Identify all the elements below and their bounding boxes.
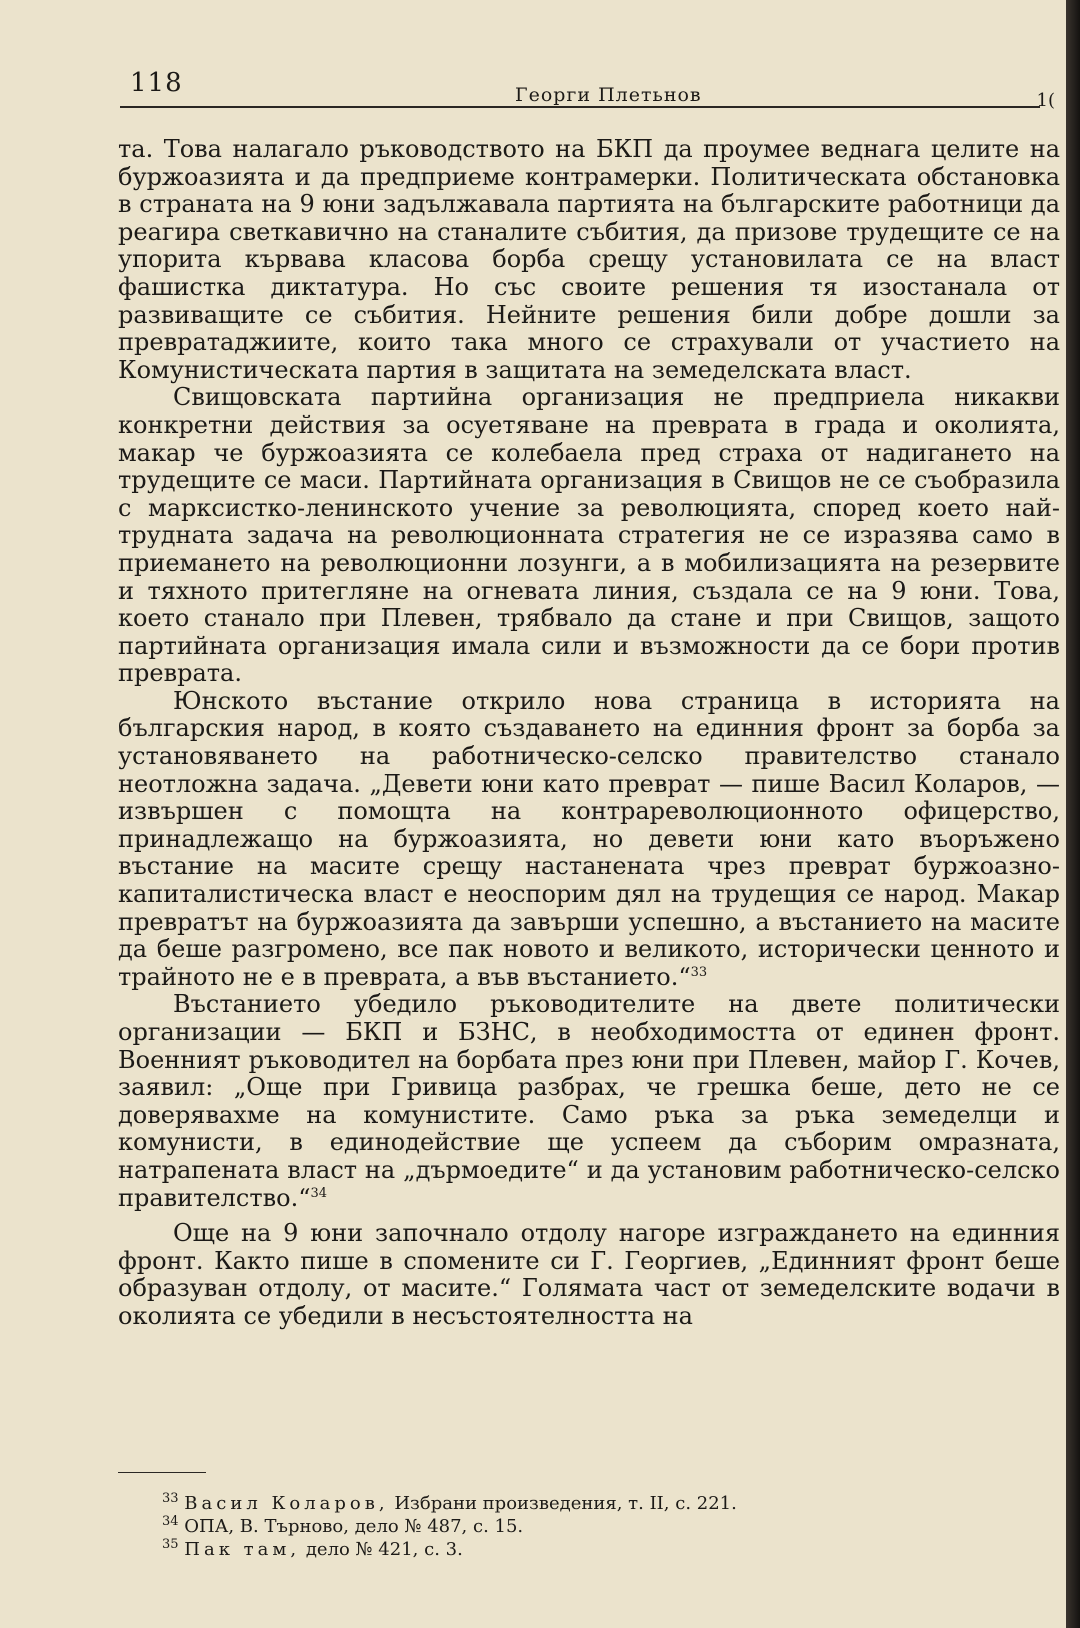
- footnote-number: 35: [162, 1537, 179, 1552]
- paragraph: [118, 384, 1060, 688]
- body-text: [118, 136, 1060, 1331]
- paragraph: [118, 1220, 1060, 1330]
- footnote-ref: 33: [690, 964, 708, 980]
- paragraph: [118, 136, 1060, 384]
- footnote-text: ОПА, В. Търново, дело № 487, с. 15.: [184, 1516, 524, 1537]
- footnote-text: Избрани произведения, т. II, с. 221.: [394, 1493, 737, 1514]
- paragraph: [118, 991, 1060, 1212]
- paragraph-text: та. Това налагало ръководството на БКП да проумее веднага целите на буржоазията и да предприеме контрамерки. Политическата обстановка в страната на 9 юни задължавала партията на българските работници да реагира светкавично на станалите събития, да призове трудещите се на упорита кървава класова борба срещу установилата се на власт фашистка диктатура. Но със своите решения тя изостанала от развиващите се събития. Нейните решения били добре дошли за превратаджиите, които така много се страхували от участието на Комунистическата партия в защитата на земеделската власт.: [118, 135, 1060, 384]
- footnote-rule: [118, 1472, 206, 1473]
- footnote-author: Пак там,: [184, 1539, 301, 1560]
- footnote-text: дело № 421, с. 3.: [305, 1539, 463, 1560]
- footnote: [162, 1492, 1042, 1515]
- paragraph-text: Въстанието убедило ръководителите на двете политически организации — БКП и БЗНС, в необходимостта от единен фронт. Военният ръководител на борбата през юни при Плевен, майор Г. Кочев, заявил: „Още при Гривица разбрах, че грешка беше, дето не се доверявахме на комунистите. Само ръка за ръка земеделци и комунисти, в единодействие ще успеем да съборим омразната, натрапената власт на „дърмоедите“ и да установим работническо-селско правителство.“: [118, 990, 1060, 1212]
- footnote: [162, 1515, 1042, 1538]
- paragraph-text: Още на 9 юни започнало отдолу нагоре изграждането на единния фронт. Както пише в спомените си Г. Георгиев, „Единният фронт беше образуван отдолу, от масите.“ Голямата част от земеделските водачи в околията се убедили в несъстоятелността на: [118, 1219, 1060, 1330]
- edge-page-mark: 1(: [1036, 90, 1055, 111]
- page-edge-shadow: [1066, 0, 1080, 1628]
- footnote: [162, 1538, 1042, 1561]
- paragraph: [118, 688, 1060, 992]
- paragraph-text: Юнското въстание открило нова страница в историята на българския народ, в която създаването на единния фронт за борба за установяването на работническо-селско правителство станало неотложна задача. „Девети юни като преврат — пише Васил Коларов, — извършен с помощта на контрареволюционното офицерство, принадлежащо на буржоазията, но девети юни като въоръжено въстание на масите срещу настанената чрез преврат буржоазно-капиталистическа власт е неоспорим дял на трудещия се народ. Макар превратът на буржоазията да завърши успешно, а въстанието на масите да беше разгромено, все пак новото и великото, исторически ценното и трайното не е в преврата, а във въстанието.“: [118, 686, 1060, 991]
- page-number: 118: [130, 68, 183, 98]
- page-header: [120, 62, 1055, 112]
- footnotes: [162, 1492, 1042, 1561]
- paragraph-text: Свищовската партийна организация не предприела никакви конкретни действия за осуетяване на преврата в града и околията, макар че буржоазията се колебаела пред страха от надигането на трудещите се маси. Партийната организация в Свищов не се съобразила с марксистко-ленинското учение за революцията, според което най-трудната задача на революционната стратегия не се изразява само в приемането на революционни лозунги, а в мобилизацията на резервите и тяхното притегляне на огневата линия, създала се на 9 юни. Това, което станало при Плевен, трябвало да стане и при Свищов, защото партийната организация имала сили и възможности да се бори против преврата.: [118, 383, 1060, 688]
- footnote-ref: 34: [310, 1185, 328, 1201]
- running-head: Георги Плетьнов: [515, 84, 702, 106]
- footnote-author: Васил Коларов,: [184, 1493, 389, 1514]
- footnote-number: 34: [162, 1514, 179, 1529]
- header-rule: [120, 106, 1040, 108]
- footnote-number: 33: [162, 1491, 179, 1506]
